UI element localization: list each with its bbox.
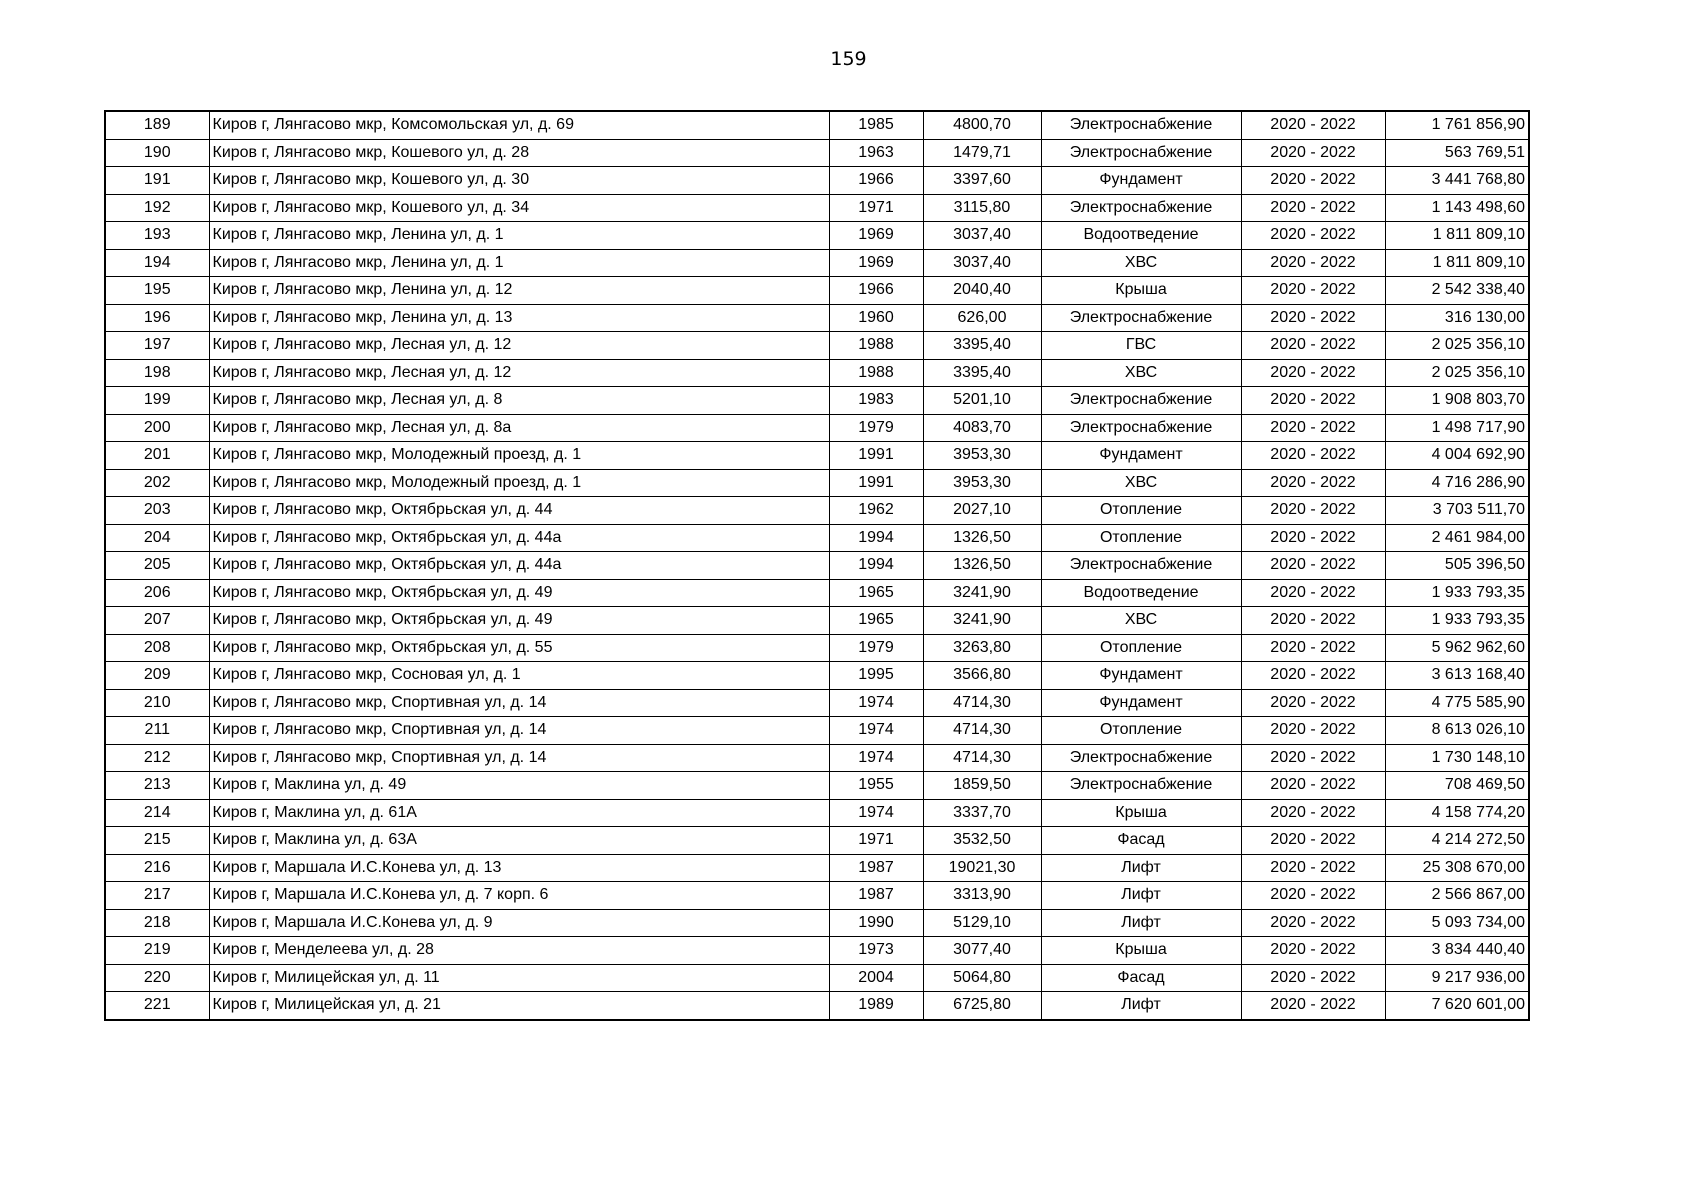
period-cell: 2020 - 2022: [1241, 332, 1385, 360]
area-cell: 5064,80: [923, 964, 1041, 992]
table-row: [105, 909, 1529, 937]
area-cell: 3241,90: [923, 607, 1041, 635]
row-number-cell: 199: [105, 387, 209, 415]
address-cell: Киров г, Лянгасово мкр, Молодежный проезд, д. 1: [209, 469, 829, 497]
cost-cell: 4 214 272,50: [1385, 827, 1529, 855]
period-cell: 2020 - 2022: [1241, 827, 1385, 855]
address-cell: Киров г, Лянгасово мкр, Ленина ул, д. 1: [209, 222, 829, 250]
work-type-cell: Водоотведение: [1041, 579, 1241, 607]
cost-cell: 9 217 936,00: [1385, 964, 1529, 992]
work-type-cell: Фундамент: [1041, 167, 1241, 195]
cost-cell: 1 143 498,60: [1385, 194, 1529, 222]
period-cell: 2020 - 2022: [1241, 634, 1385, 662]
row-number-cell: 211: [105, 717, 209, 745]
table-row: [105, 882, 1529, 910]
area-cell: 1859,50: [923, 772, 1041, 800]
build-year-cell: 1955: [829, 772, 923, 800]
build-year-cell: 1988: [829, 359, 923, 387]
address-cell: Киров г, Лянгасово мкр, Октябрьская ул, д. 55: [209, 634, 829, 662]
build-year-cell: 1971: [829, 194, 923, 222]
cost-cell: 1 908 803,70: [1385, 387, 1529, 415]
area-cell: 4714,30: [923, 717, 1041, 745]
area-cell: 3115,80: [923, 194, 1041, 222]
area-cell: 2040,40: [923, 277, 1041, 305]
period-cell: 2020 - 2022: [1241, 359, 1385, 387]
build-year-cell: 1966: [829, 277, 923, 305]
area-cell: 4714,30: [923, 744, 1041, 772]
address-cell: Киров г, Лянгасово мкр, Спортивная ул, д. 14: [209, 689, 829, 717]
row-number-cell: 220: [105, 964, 209, 992]
cost-cell: 3 703 511,70: [1385, 497, 1529, 525]
build-year-cell: 2004: [829, 964, 923, 992]
address-cell: Киров г, Милицейская ул, д. 21: [209, 992, 829, 1020]
table-row: [105, 992, 1529, 1020]
table-body: [105, 111, 1529, 1020]
table-row: [105, 854, 1529, 882]
cost-cell: 563 769,51: [1385, 139, 1529, 167]
work-type-cell: Лифт: [1041, 992, 1241, 1020]
work-type-cell: ХВС: [1041, 359, 1241, 387]
row-number-cell: 197: [105, 332, 209, 360]
build-year-cell: 1979: [829, 414, 923, 442]
period-cell: 2020 - 2022: [1241, 414, 1385, 442]
address-cell: Киров г, Лянгасово мкр, Кошевого ул, д. 34: [209, 194, 829, 222]
period-cell: 2020 - 2022: [1241, 579, 1385, 607]
period-cell: 2020 - 2022: [1241, 744, 1385, 772]
build-year-cell: 1994: [829, 552, 923, 580]
build-year-cell: 1969: [829, 249, 923, 277]
table-row: [105, 387, 1529, 415]
row-number-cell: 196: [105, 304, 209, 332]
table-row: [105, 497, 1529, 525]
table-row: [105, 111, 1529, 139]
area-cell: 3037,40: [923, 222, 1041, 250]
work-type-cell: Электроснабжение: [1041, 772, 1241, 800]
cost-cell: 1 761 856,90: [1385, 111, 1529, 139]
build-year-cell: 1965: [829, 579, 923, 607]
address-cell: Киров г, Лянгасово мкр, Октябрьская ул, д. 44а: [209, 552, 829, 580]
area-cell: 3037,40: [923, 249, 1041, 277]
work-type-cell: Отопление: [1041, 497, 1241, 525]
table-row: [105, 167, 1529, 195]
row-number-cell: 202: [105, 469, 209, 497]
build-year-cell: 1963: [829, 139, 923, 167]
address-cell: Киров г, Милицейская ул, д. 11: [209, 964, 829, 992]
row-number-cell: 221: [105, 992, 209, 1020]
row-number-cell: 212: [105, 744, 209, 772]
period-cell: 2020 - 2022: [1241, 717, 1385, 745]
area-cell: 3953,30: [923, 469, 1041, 497]
cost-cell: 505 396,50: [1385, 552, 1529, 580]
work-type-cell: ГВС: [1041, 332, 1241, 360]
address-cell: Киров г, Маршала И.С.Конева ул, д. 7 корп. 6: [209, 882, 829, 910]
cost-cell: 25 308 670,00: [1385, 854, 1529, 882]
period-cell: 2020 - 2022: [1241, 854, 1385, 882]
work-type-cell: Лифт: [1041, 882, 1241, 910]
row-number-cell: 213: [105, 772, 209, 800]
area-cell: 1479,71: [923, 139, 1041, 167]
period-cell: 2020 - 2022: [1241, 111, 1385, 139]
address-cell: Киров г, Лянгасово мкр, Кошевого ул, д. 28: [209, 139, 829, 167]
period-cell: 2020 - 2022: [1241, 387, 1385, 415]
cost-cell: 3 441 768,80: [1385, 167, 1529, 195]
row-number-cell: 209: [105, 662, 209, 690]
work-type-cell: Лифт: [1041, 854, 1241, 882]
work-type-cell: Фундамент: [1041, 689, 1241, 717]
period-cell: 2020 - 2022: [1241, 662, 1385, 690]
cost-cell: 8 613 026,10: [1385, 717, 1529, 745]
work-type-cell: Электроснабжение: [1041, 194, 1241, 222]
address-cell: Киров г, Лянгасово мкр, Комсомольская ул, д. 69: [209, 111, 829, 139]
cost-cell: 708 469,50: [1385, 772, 1529, 800]
row-number-cell: 192: [105, 194, 209, 222]
work-type-cell: Крыша: [1041, 799, 1241, 827]
address-cell: Киров г, Лянгасово мкр, Октябрьская ул, д. 49: [209, 579, 829, 607]
work-type-cell: Электроснабжение: [1041, 304, 1241, 332]
period-cell: 2020 - 2022: [1241, 937, 1385, 965]
row-number-cell: 219: [105, 937, 209, 965]
period-cell: 2020 - 2022: [1241, 689, 1385, 717]
table-row: [105, 414, 1529, 442]
cost-cell: 1 933 793,35: [1385, 607, 1529, 635]
address-cell: Киров г, Маршала И.С.Конева ул, д. 13: [209, 854, 829, 882]
row-number-cell: 195: [105, 277, 209, 305]
build-year-cell: 1962: [829, 497, 923, 525]
build-year-cell: 1966: [829, 167, 923, 195]
table-row: [105, 222, 1529, 250]
work-type-cell: Фундамент: [1041, 662, 1241, 690]
area-cell: 3241,90: [923, 579, 1041, 607]
row-number-cell: 210: [105, 689, 209, 717]
address-cell: Киров г, Лянгасово мкр, Спортивная ул, д. 14: [209, 744, 829, 772]
area-cell: 5201,10: [923, 387, 1041, 415]
cost-cell: 5 962 962,60: [1385, 634, 1529, 662]
work-type-cell: Крыша: [1041, 277, 1241, 305]
table-row: [105, 689, 1529, 717]
build-year-cell: 1989: [829, 992, 923, 1020]
address-cell: Киров г, Лянгасово мкр, Молодежный проезд, д. 1: [209, 442, 829, 470]
table-row: [105, 524, 1529, 552]
build-year-cell: 1974: [829, 799, 923, 827]
build-year-cell: 1987: [829, 882, 923, 910]
period-cell: 2020 - 2022: [1241, 607, 1385, 635]
row-number-cell: 206: [105, 579, 209, 607]
row-number-cell: 205: [105, 552, 209, 580]
period-cell: 2020 - 2022: [1241, 442, 1385, 470]
build-year-cell: 1973: [829, 937, 923, 965]
row-number-cell: 215: [105, 827, 209, 855]
area-cell: 3532,50: [923, 827, 1041, 855]
address-cell: Киров г, Лянгасово мкр, Ленина ул, д. 1: [209, 249, 829, 277]
address-cell: Киров г, Менделеева ул, д. 28: [209, 937, 829, 965]
area-cell: 1326,50: [923, 524, 1041, 552]
row-number-cell: 214: [105, 799, 209, 827]
work-type-cell: Крыша: [1041, 937, 1241, 965]
period-cell: 2020 - 2022: [1241, 992, 1385, 1020]
address-cell: Киров г, Лянгасово мкр, Спортивная ул, д. 14: [209, 717, 829, 745]
table-row: [105, 799, 1529, 827]
period-cell: 2020 - 2022: [1241, 552, 1385, 580]
row-number-cell: 204: [105, 524, 209, 552]
area-cell: 3337,70: [923, 799, 1041, 827]
work-type-cell: Отопление: [1041, 717, 1241, 745]
cost-cell: 2 542 338,40: [1385, 277, 1529, 305]
address-cell: Киров г, Лянгасово мкр, Октябрьская ул, д. 44: [209, 497, 829, 525]
table-row: [105, 717, 1529, 745]
table-row: [105, 772, 1529, 800]
table-row: [105, 744, 1529, 772]
cost-cell: 4 716 286,90: [1385, 469, 1529, 497]
page-number: 159: [830, 48, 867, 70]
period-cell: 2020 - 2022: [1241, 524, 1385, 552]
work-type-cell: ХВС: [1041, 249, 1241, 277]
build-year-cell: 1987: [829, 854, 923, 882]
cost-cell: 4 004 692,90: [1385, 442, 1529, 470]
cost-cell: 4 775 585,90: [1385, 689, 1529, 717]
table-row: [105, 332, 1529, 360]
area-cell: 3953,30: [923, 442, 1041, 470]
period-cell: 2020 - 2022: [1241, 497, 1385, 525]
cost-cell: 3 613 168,40: [1385, 662, 1529, 690]
cost-cell: 1 498 717,90: [1385, 414, 1529, 442]
address-cell: Киров г, Маклина ул, д. 61А: [209, 799, 829, 827]
address-cell: Киров г, Лянгасово мкр, Лесная ул, д. 8а: [209, 414, 829, 442]
address-cell: Киров г, Маклина ул, д. 49: [209, 772, 829, 800]
area-cell: 3263,80: [923, 634, 1041, 662]
period-cell: 2020 - 2022: [1241, 277, 1385, 305]
work-type-cell: Лифт: [1041, 909, 1241, 937]
build-year-cell: 1985: [829, 111, 923, 139]
work-type-cell: Отопление: [1041, 634, 1241, 662]
period-cell: 2020 - 2022: [1241, 772, 1385, 800]
cost-cell: 5 093 734,00: [1385, 909, 1529, 937]
row-number-cell: 218: [105, 909, 209, 937]
row-number-cell: 201: [105, 442, 209, 470]
row-number-cell: 190: [105, 139, 209, 167]
work-type-cell: ХВС: [1041, 607, 1241, 635]
address-cell: Киров г, Лянгасово мкр, Лесная ул, д. 12: [209, 332, 829, 360]
cost-cell: 3 834 440,40: [1385, 937, 1529, 965]
cost-cell: 1 811 809,10: [1385, 249, 1529, 277]
area-cell: 3395,40: [923, 332, 1041, 360]
row-number-cell: 207: [105, 607, 209, 635]
table-row: [105, 607, 1529, 635]
area-cell: 5129,10: [923, 909, 1041, 937]
table-row: [105, 827, 1529, 855]
build-year-cell: 1991: [829, 442, 923, 470]
cost-cell: 2 025 356,10: [1385, 359, 1529, 387]
period-cell: 2020 - 2022: [1241, 222, 1385, 250]
address-cell: Киров г, Лянгасово мкр, Лесная ул, д. 8: [209, 387, 829, 415]
period-cell: 2020 - 2022: [1241, 304, 1385, 332]
table-row: [105, 662, 1529, 690]
area-cell: 1326,50: [923, 552, 1041, 580]
build-year-cell: 1974: [829, 744, 923, 772]
row-number-cell: 203: [105, 497, 209, 525]
table-row: [105, 194, 1529, 222]
address-cell: Киров г, Лянгасово мкр, Ленина ул, д. 13: [209, 304, 829, 332]
period-cell: 2020 - 2022: [1241, 909, 1385, 937]
row-number-cell: 208: [105, 634, 209, 662]
cost-cell: 4 158 774,20: [1385, 799, 1529, 827]
area-cell: 626,00: [923, 304, 1041, 332]
table-row: [105, 304, 1529, 332]
address-cell: Киров г, Лянгасово мкр, Октябрьская ул, д. 44а: [209, 524, 829, 552]
area-cell: 3566,80: [923, 662, 1041, 690]
cost-cell: 316 130,00: [1385, 304, 1529, 332]
row-number-cell: 193: [105, 222, 209, 250]
period-cell: 2020 - 2022: [1241, 469, 1385, 497]
area-cell: 3397,60: [923, 167, 1041, 195]
address-cell: Киров г, Лянгасово мкр, Лесная ул, д. 12: [209, 359, 829, 387]
area-cell: 2027,10: [923, 497, 1041, 525]
build-year-cell: 1969: [829, 222, 923, 250]
row-number-cell: 189: [105, 111, 209, 139]
address-cell: Киров г, Лянгасово мкр, Ленина ул, д. 12: [209, 277, 829, 305]
build-year-cell: 1960: [829, 304, 923, 332]
period-cell: 2020 - 2022: [1241, 194, 1385, 222]
work-type-cell: Фасад: [1041, 827, 1241, 855]
work-type-cell: Электроснабжение: [1041, 139, 1241, 167]
area-cell: 3395,40: [923, 359, 1041, 387]
work-type-cell: Фундамент: [1041, 442, 1241, 470]
area-cell: 4714,30: [923, 689, 1041, 717]
table-row: [105, 937, 1529, 965]
area-cell: 3077,40: [923, 937, 1041, 965]
cost-cell: 2 461 984,00: [1385, 524, 1529, 552]
address-cell: Киров г, Маклина ул, д. 63А: [209, 827, 829, 855]
build-year-cell: 1991: [829, 469, 923, 497]
row-number-cell: 198: [105, 359, 209, 387]
work-type-cell: ХВС: [1041, 469, 1241, 497]
work-type-cell: Отопление: [1041, 524, 1241, 552]
cost-cell: 1 933 793,35: [1385, 579, 1529, 607]
row-number-cell: 216: [105, 854, 209, 882]
table-row: [105, 442, 1529, 470]
build-year-cell: 1983: [829, 387, 923, 415]
period-cell: 2020 - 2022: [1241, 964, 1385, 992]
table-row: [105, 579, 1529, 607]
build-year-cell: 1974: [829, 717, 923, 745]
build-year-cell: 1965: [829, 607, 923, 635]
address-cell: Киров г, Лянгасово мкр, Октябрьская ул, д. 49: [209, 607, 829, 635]
work-type-cell: Электроснабжение: [1041, 552, 1241, 580]
build-year-cell: 1979: [829, 634, 923, 662]
work-type-cell: Электроснабжение: [1041, 414, 1241, 442]
build-year-cell: 1990: [829, 909, 923, 937]
address-cell: Киров г, Лянгасово мкр, Кошевого ул, д. 30: [209, 167, 829, 195]
cost-cell: 1 730 148,10: [1385, 744, 1529, 772]
address-cell: Киров г, Лянгасово мкр, Сосновая ул, д. 1: [209, 662, 829, 690]
cost-cell: 1 811 809,10: [1385, 222, 1529, 250]
area-cell: 6725,80: [923, 992, 1041, 1020]
build-year-cell: 1988: [829, 332, 923, 360]
table-row: [105, 277, 1529, 305]
build-year-cell: 1994: [829, 524, 923, 552]
row-number-cell: 194: [105, 249, 209, 277]
area-cell: 3313,90: [923, 882, 1041, 910]
address-cell: Киров г, Маршала И.С.Конева ул, д. 9: [209, 909, 829, 937]
work-type-cell: Электроснабжение: [1041, 387, 1241, 415]
cost-cell: 2 025 356,10: [1385, 332, 1529, 360]
build-year-cell: 1995: [829, 662, 923, 690]
period-cell: 2020 - 2022: [1241, 882, 1385, 910]
table-row: [105, 634, 1529, 662]
area-cell: 19021,30: [923, 854, 1041, 882]
row-number-cell: 200: [105, 414, 209, 442]
work-type-cell: Водоотведение: [1041, 222, 1241, 250]
area-cell: 4800,70: [923, 111, 1041, 139]
cost-cell: 7 620 601,00: [1385, 992, 1529, 1020]
table-row: [105, 359, 1529, 387]
period-cell: 2020 - 2022: [1241, 167, 1385, 195]
repair-register-table: [104, 110, 1530, 1021]
cost-cell: 2 566 867,00: [1385, 882, 1529, 910]
table-row: [105, 139, 1529, 167]
row-number-cell: 191: [105, 167, 209, 195]
table-row: [105, 469, 1529, 497]
area-cell: 4083,70: [923, 414, 1041, 442]
work-type-cell: Фасад: [1041, 964, 1241, 992]
work-type-cell: Электроснабжение: [1041, 744, 1241, 772]
row-number-cell: 217: [105, 882, 209, 910]
period-cell: 2020 - 2022: [1241, 139, 1385, 167]
build-year-cell: 1971: [829, 827, 923, 855]
period-cell: 2020 - 2022: [1241, 799, 1385, 827]
table-row: [105, 249, 1529, 277]
table-row: [105, 552, 1529, 580]
work-type-cell: Электроснабжение: [1041, 111, 1241, 139]
build-year-cell: 1974: [829, 689, 923, 717]
period-cell: 2020 - 2022: [1241, 249, 1385, 277]
table-row: [105, 964, 1529, 992]
